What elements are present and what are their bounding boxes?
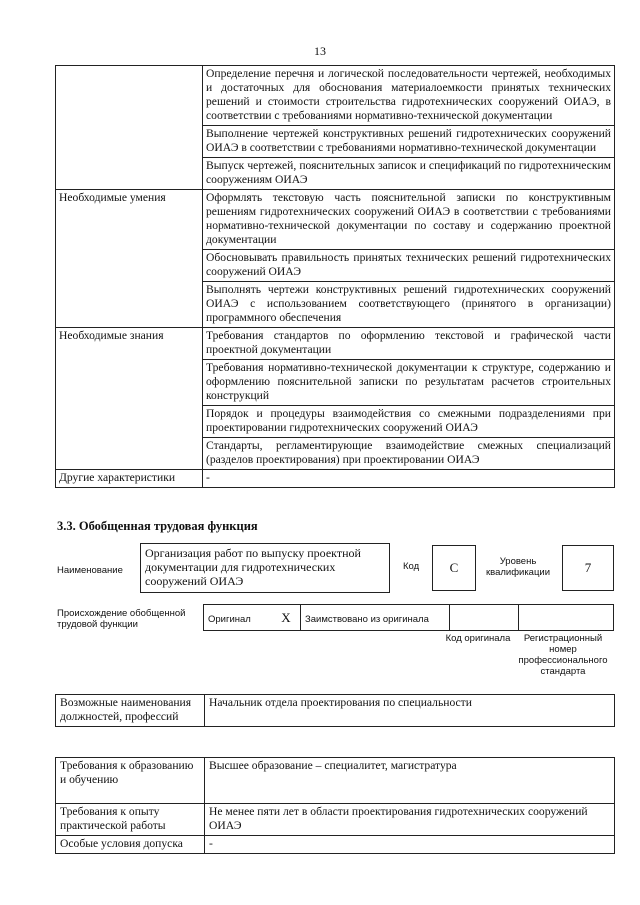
- experience-label: Требования к опыту практической работы: [56, 804, 205, 836]
- original-label: Оригинал: [208, 613, 251, 625]
- labor-action: Выпуск чертежей, пояснительных записок и спецификаций по гидротехническим сооружениям ОИАЭ: [203, 158, 615, 190]
- knowledge-item: Стандарты, регламентирующие взаимодействие смежных специализаций (разделов проектирования) при проектировании ОИАЭ: [203, 438, 615, 470]
- name-value: Организация работ по выпуску проектной документации для гидротехнических сооружений ОИАЭ: [145, 546, 361, 588]
- original-mark: X: [272, 605, 301, 631]
- other-characteristics-label: Другие характеристики: [56, 470, 203, 488]
- borrowed-label: Заимствовано из оригинала: [305, 613, 429, 625]
- education-value: Высшее образование – специалитет, магистратура: [205, 758, 615, 804]
- origin-label: Происхождение обобщенной трудовой функции: [57, 608, 186, 630]
- code-value: C: [432, 545, 476, 591]
- skill-item: Обосновывать правильность принятых технических решений гидротехнических сооружений ОИАЭ: [203, 250, 615, 282]
- reg-number-cell: [519, 605, 614, 631]
- other-characteristics-value: -: [203, 470, 615, 488]
- knowledge-item: Требования нормативно-технической документации к структуре, содержанию и оформлению пояснительной записки по результатам расчетов строительных конструкций: [203, 360, 615, 406]
- education-label: Требования к образованию и обучению: [56, 758, 205, 804]
- level-value: 7: [562, 545, 614, 591]
- admission-label: Особые условия допуска: [56, 836, 205, 854]
- name-box: [140, 543, 390, 593]
- skill-item: Выполнять чертежи конструктивных решений гидротехнических сооружений ОИАЭ с использованием соответствующего (принятого в организации) программного обеспечения: [203, 282, 615, 328]
- empty-label-cell: [56, 66, 203, 190]
- code-label: Код: [403, 561, 420, 572]
- level-label: Уровень квалификации: [485, 556, 551, 578]
- knowledge-item: Требования стандартов по оформлению текстовой и графической части проектной документации: [203, 328, 615, 360]
- origin-table: [203, 604, 614, 631]
- labor-action: Определение перечня и логической последовательности чертежей, необходимых и достаточных для обоснования материалоемкости принятых технических решений и стоимости строительства гидротехнических сооружений ОИАЭ, в соответствии с требованиями нормативно-технической документации: [203, 66, 615, 126]
- knowledge-item: Порядок и процедуры взаимодействия со смежными подразделениями при проектировании гидротехнических сооружений ОИАЭ: [203, 406, 615, 438]
- skill-item: Оформлять текстовую часть пояснительной записки по конструктивным решениям гидротехнических сооружений ОИАЭ в соответствии с требованиями нормативно-технической документации по составу и содержанию проектной документации: [203, 190, 615, 250]
- page-number: 13: [314, 44, 326, 58]
- positions-value: Начальник отдела проектирования по специальности: [205, 695, 615, 727]
- positions-table: [55, 694, 615, 727]
- positions-label: Возможные наименования должностей, профессий: [56, 695, 205, 727]
- name-label: Наименование: [57, 565, 123, 576]
- section-title: 3.3. Обобщенная трудовая функция: [57, 519, 258, 533]
- experience-value: Не менее пяти лет в области проектирования гидротехнических сооружений ОИАЭ: [205, 804, 615, 836]
- work-function-table: [55, 65, 615, 488]
- reg-number-caption: Регистрационный номер профессионального стандарта: [518, 633, 608, 677]
- admission-value: -: [205, 836, 615, 854]
- code-original-cell: [450, 605, 519, 631]
- skills-label: Необходимые умения: [56, 190, 203, 328]
- labor-action: Выполнение чертежей конструктивных решений гидротехнических сооружений ОИАЭ в соответствии с требованиями нормативно-технической документации: [203, 126, 615, 158]
- requirements-table: [55, 757, 615, 854]
- code-original-caption: Код оригинала: [445, 633, 511, 644]
- knowledge-label: Необходимые знания: [56, 328, 203, 470]
